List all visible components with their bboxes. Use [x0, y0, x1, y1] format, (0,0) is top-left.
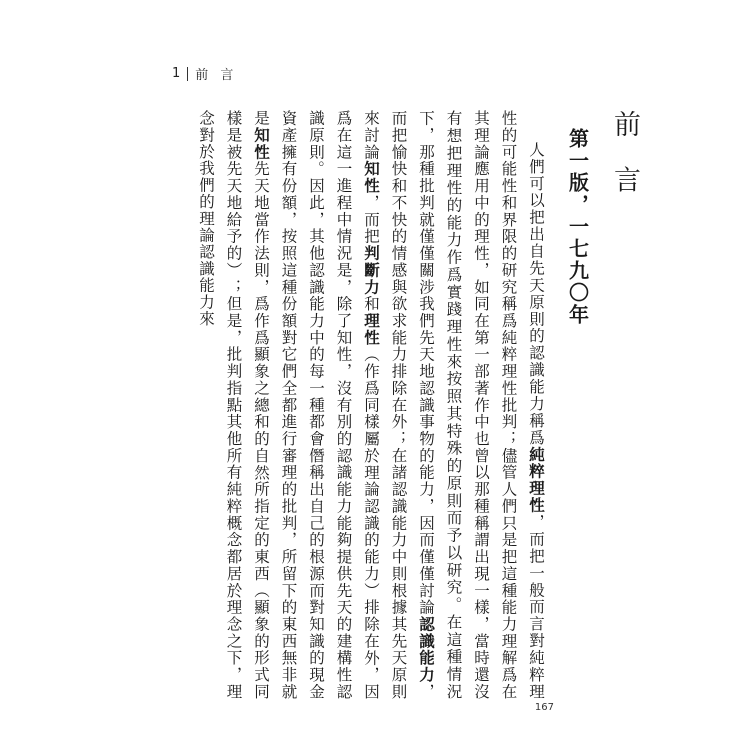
- paragraph-run: 人們可以把出自先天原則的認識能力稱爲: [527, 141, 545, 447]
- paragraph-run: ，而把愉快和不快的情感與欲求能力排除在外；在諸認識能力中則根據其先天原則來討論: [362, 110, 435, 700]
- page-number: 167: [534, 702, 554, 713]
- paragraph-run: 先天地當作法則，爲作爲顯象之總和的自然所指定的東西（顯象的形式同樣是被先天地給予的）；但是，批判指點其他所有純粹概念都居於理念之下，理念對於我們的理論認識能力來: [197, 110, 270, 701]
- running-header: [172, 64, 237, 83]
- paragraph-run: ，而把: [362, 194, 380, 245]
- paragraph-run: （作爲同樣屬於理論認識的能力）排除在外，因爲在這一進程中情況是，除了知性，沒有別的認識能力能夠提供先天的建構性認識原則。因此，其他認識能力中的每一種都會僭稱出自己的根源而對知識的現金資產擁有份額，按照這種份額對它們全都進行審理的批判，所留下的東西無非就是: [252, 110, 380, 701]
- running-header-chapter-title: 前 言: [195, 68, 238, 83]
- emphasized-term: 理性: [362, 312, 380, 347]
- emphasized-term: 純粹理性: [527, 446, 545, 514]
- emphasized-term: 知性: [362, 160, 380, 195]
- section-heading: 第一版，一七九〇年: [565, 128, 590, 326]
- emphasized-term: 判斷力: [362, 244, 380, 296]
- running-header-divider: [187, 67, 188, 81]
- vertical-body-text: [158, 110, 638, 700]
- running-header-chapter-number: 1: [172, 66, 185, 81]
- body-paragraph: [192, 110, 550, 700]
- paragraph-run: 和: [362, 295, 380, 313]
- emphasized-term: 認識能力: [417, 615, 435, 684]
- paragraph-run: ，而把一般而言對純粹理性的可能性和界限的研究稱爲純粹理性批判；儘管人們只是把這種能力理解爲在其理論應用中的理性，如同在第一部著作中也曾以那種稱謂出現一樣，當時還沒有想把理性的能力作爲實踐理性來按照其特殊的原則而予以研究。在這種情況下，那種批判就僅僅關涉我們先天地認識事物的能力，因而僅僅討論: [417, 110, 545, 700]
- emphasized-term: 知性: [252, 126, 270, 161]
- chapter-title: 前 言: [609, 110, 640, 203]
